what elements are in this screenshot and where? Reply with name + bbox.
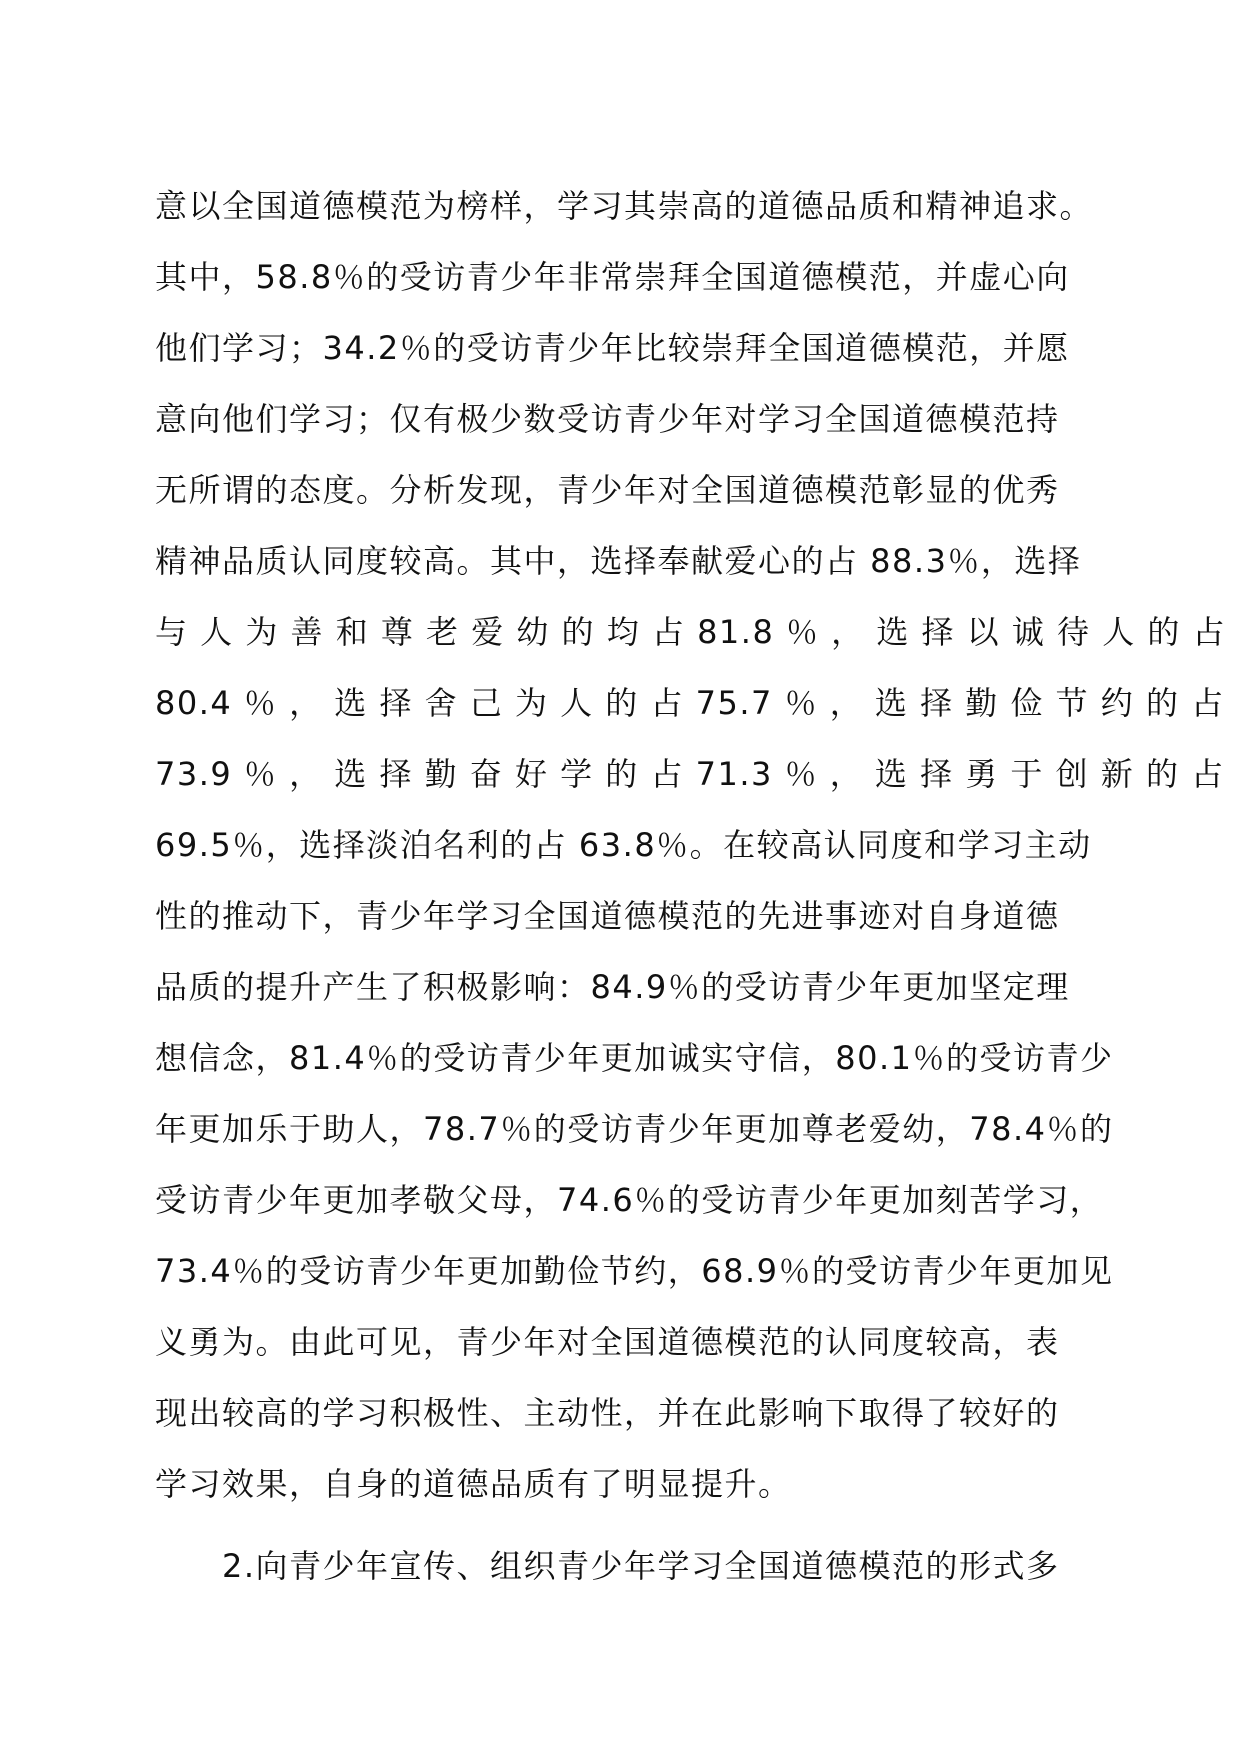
paragraph-line: 意以全国道德模范为榜样，学习其崇高的道德品质和精神追求。	[155, 187, 1094, 225]
paragraph-line: 80.4 ％ ， 选 择 舍 己 为 人 的 占 75.7 ％ ， 选 择 勤 俭 节 约 的 占	[155, 684, 1225, 722]
paragraph-line: 义勇为。由此可见，青少年对全国道德模范的认同度较高，表	[155, 1323, 1060, 1361]
paragraph-line: 其中，58.8％的受访青少年非常崇拜全国道德模范，并虚心向	[155, 258, 1070, 296]
paragraph-line: 69.5％，选择淡泊名利的占 63.8％。在较高认同度和学习主动	[155, 826, 1092, 864]
paragraph-line: 品质的提升产生了积极影响：84.9％的受访青少年更加坚定理	[155, 968, 1070, 1006]
body-paragraph	[155, 187, 1227, 1539]
paragraph-line: 年更加乐于助人，78.7％的受访青少年更加尊老爱幼，78.4％的	[155, 1110, 1114, 1148]
paragraph-line: 意向他们学习；仅有极少数受访青少年对学习全国道德模范持	[155, 400, 1060, 438]
paragraph-line: 73.9 ％ ， 选 择 勤 奋 好 学 的 占 71.3 ％ ， 选 择 勇 于 创 新 的 占	[155, 755, 1225, 793]
paragraph-line: 现出较高的学习积极性、主动性，并在此影响下取得了较好的	[155, 1394, 1060, 1432]
paragraph-line: 无所谓的态度。分析发现，青少年对全国道德模范彰显的优秀	[155, 471, 1060, 509]
paragraph-line: 精神品质认同度较高。其中，选择奉献爱心的占 88.3％，选择	[155, 542, 1082, 580]
paragraph-line: 与 人 为 善 和 尊 老 爱 幼 的 均 占 81.8 ％ ， 选 择 以 诚 待 人 的 占	[155, 613, 1227, 651]
paragraph-line: 73.4％的受访青少年更加勤俭节约，68.9％的受访青少年更加见	[155, 1252, 1114, 1290]
paragraph-line: 他们学习；34.2％的受访青少年比较崇拜全国道德模范，并愿	[155, 329, 1070, 367]
section-heading: 2.向青少年宣传、组织青少年学习全国道德模范的形式多	[222, 1547, 1060, 1585]
paragraph-line: 学习效果，自身的道德品质有了明显提升。	[155, 1465, 792, 1503]
paragraph-line: 受访青少年更加孝敬父母，74.6％的受访青少年更加刻苦学习，	[155, 1181, 1104, 1219]
paragraph-line: 想信念，81.4％的受访青少年更加诚实守信，80.1％的受访青少	[155, 1039, 1114, 1077]
paragraph-line: 性的推动下，青少年学习全国道德模范的先进事迹对自身道德	[155, 897, 1060, 935]
